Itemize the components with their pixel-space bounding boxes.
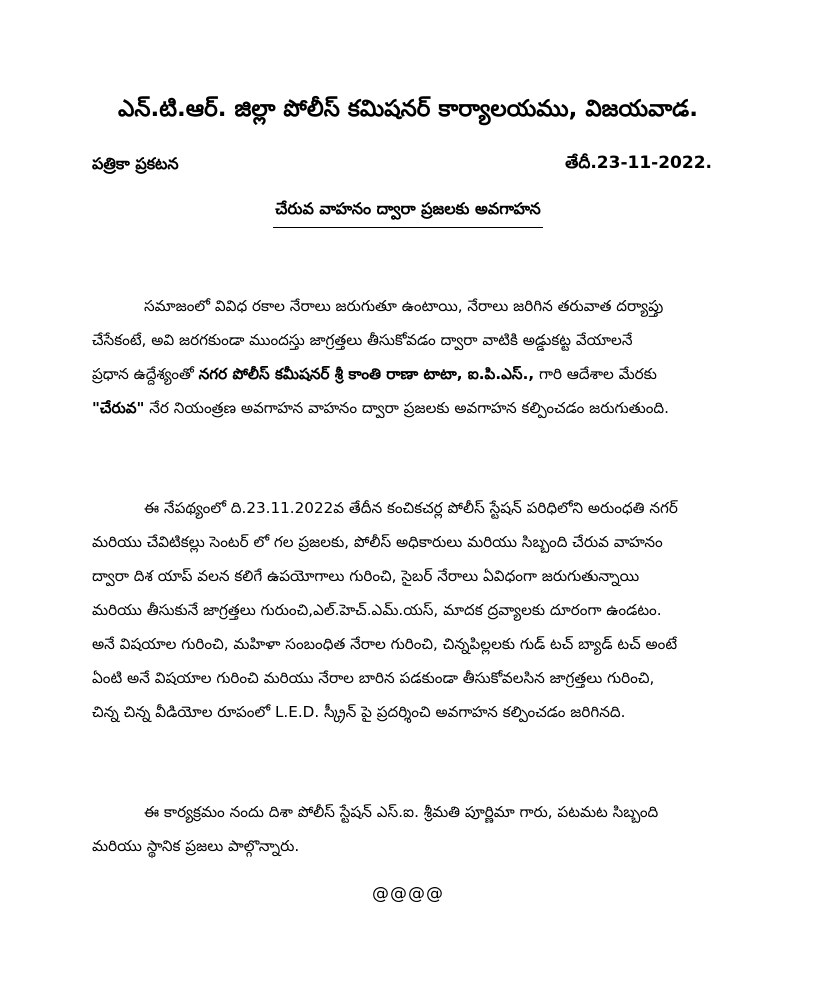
paragraph-line xyxy=(92,391,722,425)
line-text: ప్రధాన ఉద్దేశ్యంతో xyxy=(92,365,199,383)
release-date: తేదీ.23-11-2022. xyxy=(565,153,712,173)
paragraph-line: మరియు చేవిటికల్లు సెంటర్ లో గల ప్రజలకు, పోలీస్ అధికారులు మరియు సిబ్బంది చేరువ వాహనం xyxy=(92,533,663,551)
paragraph-line: ఈ కార్యక్రమం నందు దిశా పోలీస్ స్టేషన్ ఎస్.ఐ. శ్రీమతి పూర్ణిమా గారు, పటమట సిబ్బంది xyxy=(144,803,659,821)
press-release-label: పత్రికా ప్రకటన xyxy=(92,154,179,173)
line-text: గారి ఆదేశాల మేరకు xyxy=(534,365,657,383)
paragraph-intro xyxy=(92,289,722,425)
paragraph-event-details xyxy=(92,491,722,729)
paragraph-participants xyxy=(92,795,722,863)
paragraph-line: సమాజంలో వివిధ రకాల నేరాలు జరుగుతూ ఉంటాయి, నేరాలు జరిగిన తరువాత దర్యాప్తు xyxy=(144,297,664,315)
line-text: నేర నియంత్రణ అవగాహన వాహనం ద్వారా ప్రజలకు అవగాహన కల్పించడం జరుగుతుంది. xyxy=(144,399,669,417)
paragraph-line: మరియు తీసుకునే జాగ్రత్తలు గురుంచి,ఎల్.హెచ్.ఎమ్.యస్, మాదక ద్రవ్యాలకు దూరంగా ఉండటం. xyxy=(92,601,662,619)
paragraph-line xyxy=(92,357,722,391)
paragraph-line: చేసేకంటే, అవి జరగకుండా ముందస్తు జాగ్రత్తలు తీసుకోవడం ద్వారా వాటికి అడ్డుకట్ట వేయాలనే xyxy=(92,331,633,349)
paragraph-line: ఈ నేపథ్యంలో ది.23.11.2022వ తేదీన కంచికచర్ల పోలీస్ స్టేషన్ పరిధిలోని అరుంధతి నగర్ xyxy=(144,499,678,517)
paragraph-line: అనే విషయాల గురించి, మహిళా సంబంధిత నేరాల గురించి, చిన్నపిల్లలకు గుడ్ టచ్ బ్యాడ్ టచ్ అంటే xyxy=(92,635,678,653)
end-marker: @@@@ xyxy=(372,884,444,904)
subject-text: చేరువ వాహనం ద్వారా ప్రజలకు అవగాహన xyxy=(273,199,542,228)
paragraph-line: మరియు స్థానిక ప్రజలు పాల్గొన్నారు. xyxy=(92,837,300,855)
office-title: ఎన్.టి.ఆర్. జిల్లా పోలీస్ కమిషనర్ కార్యాలయము, విజయవాడ. xyxy=(118,96,698,122)
subject-heading xyxy=(0,199,816,228)
paragraph-line: ఏంటి అనే విషయాల గురించి మరియు నేరాల బారిన పడకుండా తీసుకోవలసిన జాగ్రత్తలు గురించి, xyxy=(92,669,655,687)
paragraph-line: చిన్న చిన్న వీడియోల రూపంలో L.E.D. స్క్రీన్ పై ప్రదర్శించి అవగాహన కల్పించడం జరిగినది. xyxy=(92,703,626,721)
cheruva-keyword: "చేరువ" xyxy=(92,399,145,417)
commissioner-name: నగర పోలీస్ కమీషనర్ శ్రీ కాంతి రాణా టాటా, ఐ.పి.ఎస్., xyxy=(198,365,535,383)
paragraph-line: ద్వారా దిశ యాప్ వలన కలిగే ఉపయోగాలు గురించి, సైబర్ నేరాలు ఏవిధంగా జరుగుతున్నాయి xyxy=(92,567,640,585)
